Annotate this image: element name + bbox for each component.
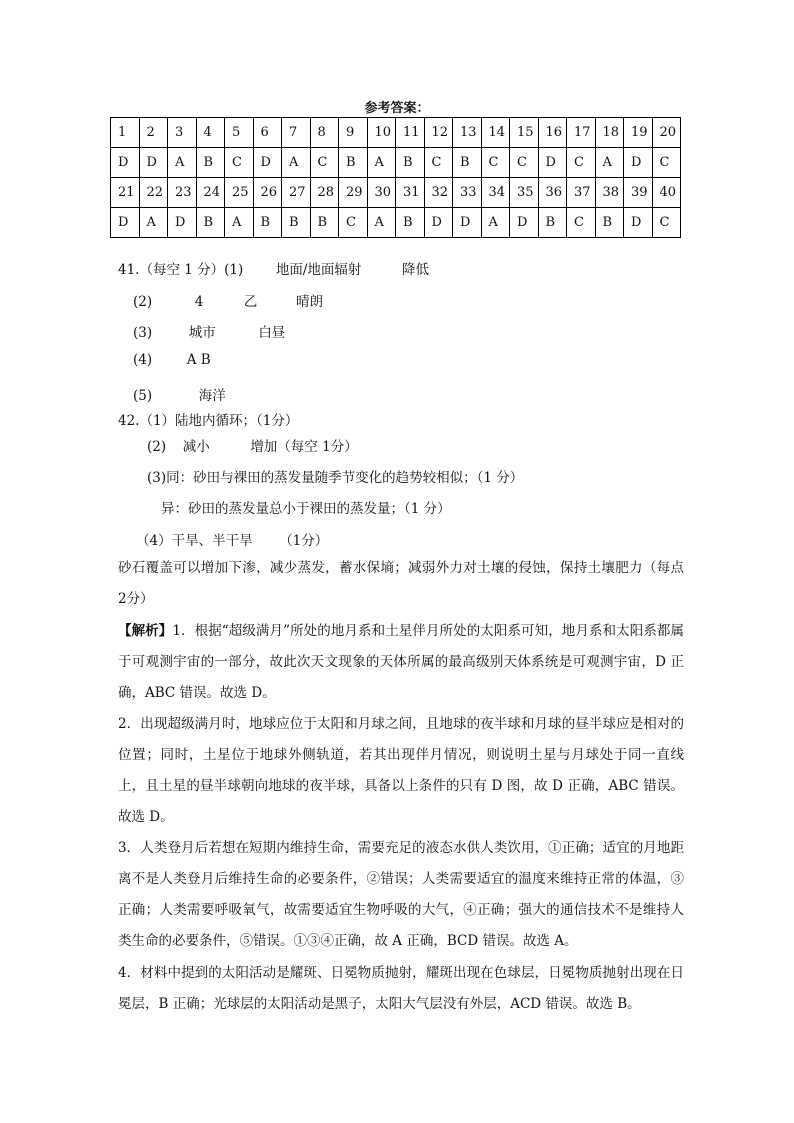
q41-answer: 乙 [243,294,258,310]
question-number-cell: 10 [367,118,396,148]
question-number-cell: 30 [367,178,396,208]
answer-cell: A [139,208,168,238]
q41-part-label: (2) [133,294,153,310]
answer-cell: B [196,148,225,178]
answer-cell: D [424,208,453,238]
q42-answer: 减小 [182,439,210,455]
analysis-1 [118,616,684,709]
question-number-cell: 39 [624,178,653,208]
question-number-cell: 5 [225,118,254,148]
answer-cell: D [538,148,567,178]
question-number-cell: 6 [253,118,282,148]
answer-cell: D [111,208,140,238]
question-number-row [111,118,681,148]
question-number-cell: 38 [595,178,624,208]
question-number-cell: 29 [339,178,368,208]
answer-cell: B [282,208,311,238]
answer-cell: B [396,148,425,178]
q41-line-2 [133,290,323,310]
answer-key-title: 参考答案： [364,101,430,116]
question-number-cell: 3 [168,118,197,148]
answer-cell: C [567,208,596,238]
q41-line-4 [133,352,211,368]
q41-part-label: (3) [133,325,153,341]
answer-cell: C [339,208,368,238]
question-number-cell: 12 [424,118,453,148]
q41-answer: 海洋 [198,388,226,404]
answer-cell: A [595,148,624,178]
question-number-cell: 28 [310,178,339,208]
answer-cell: C [652,148,681,178]
answer-cell: A [282,148,311,178]
answer-letter-row [111,148,681,178]
q41-answer: 晴朗 [296,294,323,310]
question-number-cell: 19 [624,118,653,148]
answer-cell: C [652,208,681,238]
answer-cell: B [339,148,368,178]
question-number-cell: 36 [538,178,567,208]
question-number-cell: 15 [510,118,539,148]
question-number-cell: 16 [538,118,567,148]
analysis-3: 3．人类登月后若想在短期内维持生命，需要充足的液态水供人类饮用，①正确；适宜的月地距离不是人类登月后维持生命的必要条件，②错误；人类需要适宜的温度来维持正常的体温，③正确；人类需要呼吸氧气，故需要适宜生物呼吸的大气，④正确；强大的通信技术不是维持人类生命的必要条件，⑤错误。①③④正确，故 A 正确，BCD 错误。故选 A。 [118,840,684,949]
q41-answer: A B [186,352,211,368]
question-number-cell: 37 [567,178,596,208]
answer-letter-row [111,208,681,238]
q41-part-label: (4) [133,352,153,368]
analysis-1-text: 1．根据“超级满月”所处的地月系和土星伴月所处的太阳系可知，地月系和太阳系都属于可观测宇宙的一部分，故此次天文现象的天体所属的最高级别天体系统是可观测宇宙，D 正确，ABC 错误。故选 D。 [118,623,684,701]
question-number-cell: 13 [453,118,482,148]
answer-cell: C [225,148,254,178]
question-number-cell: 11 [396,118,425,148]
answer-cell: B [595,208,624,238]
question-number-cell: 22 [139,178,168,208]
q41-line-5 [133,384,226,404]
analysis-label: 【解析】 [118,623,173,639]
question-number-cell: 27 [282,178,311,208]
question-number-cell: 21 [111,178,140,208]
question-number-cell: 33 [453,178,482,208]
q41-head: 41.（每空 1 分）(1) [118,262,244,278]
q41-part-label: (5) [133,388,153,404]
answer-cell: C [424,148,453,178]
question-number-cell: 31 [396,178,425,208]
answer-cell: D [624,148,653,178]
question-number-cell: 7 [282,118,311,148]
question-number-cell: 1 [111,118,140,148]
answer-cell: D [139,148,168,178]
answer-cell: B [396,208,425,238]
q42-answer: （4）干旱、半干旱 [136,533,253,549]
q41-answer: 城市 [188,325,216,341]
answer-cell: D [624,208,653,238]
q42-line-5 [136,529,328,549]
q42-line-1: 42.（1）陆地内循环；（1分） [118,413,299,429]
analysis-4: 4．材料中提到的太阳活动是耀斑、日冕物质抛射，耀斑出现在色球层，日冕物质抛射出现在日冕层，B 正确；光球层的太阳活动是黑子，太阳大气层没有外层，ACD 错误。故选 B。 [118,965,684,1012]
answer-cell: B [538,208,567,238]
answer-cell: C [567,148,596,178]
question-number-cell: 8 [310,118,339,148]
answer-table [110,117,681,238]
q41-answer: 4 [194,294,204,310]
q42-part-label: (2) [147,439,167,455]
answer-cell: A [367,148,396,178]
answer-cell: C [510,148,539,178]
answer-cell: D [510,208,539,238]
question-number-cell: 40 [652,178,681,208]
answer-cell: C [310,148,339,178]
answer-cell: C [481,148,510,178]
answer-cell: D [253,148,282,178]
question-number-cell: 9 [339,118,368,148]
answer-cell: A [225,208,254,238]
question-number-cell: 32 [424,178,453,208]
q41-line-1 [118,258,429,278]
analysis-2: 2．出现超级满月时，地球应位于太阳和月球之间，且地球的夜半球和月球的昼半球应是相对的位置；同时，土星位于地球外侧轨道，若其出现伴月情况，则说明土星与月球处于同一直线上，且土星的昼半球朝向地球的夜半球，具备以上条件的只有 D 图，故 D 正确，ABC 错误。故选 D。 [118,716,684,825]
answer-cell: A [367,208,396,238]
q42-explanation: 砂石覆盖可以增加下渗，减少蒸发，蓄水保墒；减弱外力对土壤的侵蚀，保持土壤肥力（每点 2分） [118,560,684,607]
question-number-cell: 2 [139,118,168,148]
q41-answer: 降低 [402,262,430,278]
question-number-cell: 24 [196,178,225,208]
question-number-cell: 34 [481,178,510,208]
question-number-cell: 23 [168,178,197,208]
question-number-cell: 25 [225,178,254,208]
answer-cell: B [453,148,482,178]
question-number-cell: 35 [510,178,539,208]
q42-line-3: (3)同：砂田与裸田的蒸发量随季节变化的趋势较相似；（1 分） [147,470,524,486]
answer-cell: A [481,208,510,238]
q42-line-2 [147,435,358,455]
question-number-cell: 26 [253,178,282,208]
answer-cell: B [196,208,225,238]
q41-line-3 [133,321,285,341]
q41-answer: 白昼 [258,325,286,341]
answer-cell: A [168,148,197,178]
q41-answer: 地面/地面辐射 [275,262,362,278]
answer-cell: D [453,208,482,238]
answer-cell: D [111,148,140,178]
answer-cell: B [310,208,339,238]
question-number-row [111,178,681,208]
question-number-cell: 17 [567,118,596,148]
question-number-cell: 20 [652,118,681,148]
question-number-cell: 4 [196,118,225,148]
q42-score: （1分） [279,533,329,549]
q42-answer: 增加（每空 1分） [250,439,358,455]
question-number-cell: 18 [595,118,624,148]
question-number-cell: 14 [481,118,510,148]
answer-cell: B [253,208,282,238]
q42-line-4: 异：砂田的蒸发量总小于裸田的蒸发量；（1 分） [161,501,451,517]
answer-cell: D [168,208,197,238]
